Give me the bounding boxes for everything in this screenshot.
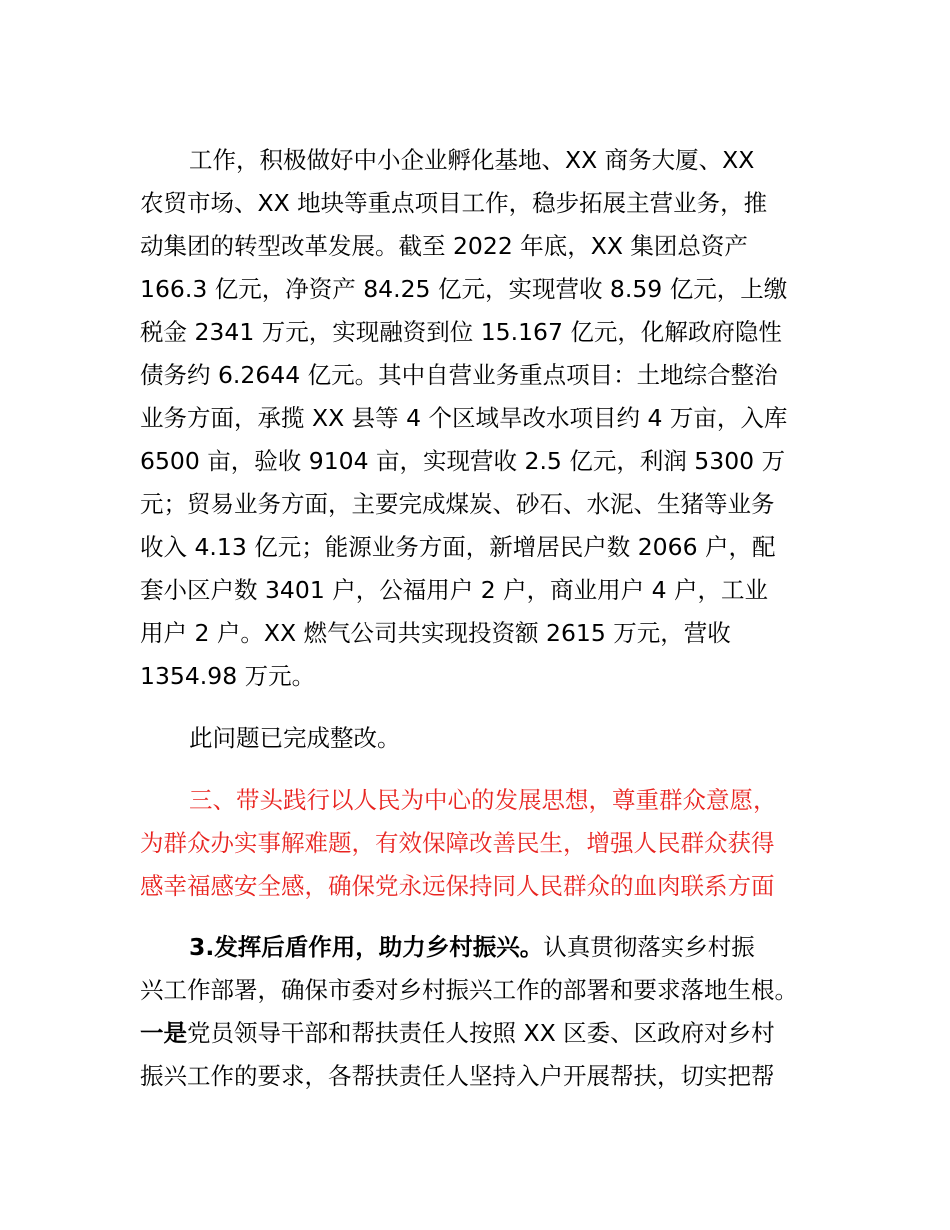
- paragraph-1-line-8: 6500 亩，验收 9104 亩，实现营收 2.5 亿元，利润 5300 万: [140, 447, 786, 475]
- section-heading-line-1: 三、带头践行以人民为中心的发展思想，尊重群众意愿，: [189, 786, 777, 814]
- paragraph-1-line-13: 1354.98 万元。: [140, 662, 316, 690]
- paragraph-2: 此问题已完成整改。: [189, 724, 401, 752]
- paragraph-3-line-1-rest: 认真贯彻落实乡村振: [543, 933, 755, 961]
- paragraph-1-line-4: 166.3 亿元，净资产 84.25 亿元，实现营收 8.59 亿元，上缴: [140, 275, 788, 303]
- paragraph-3-line-3-rest: 党员领导干部和帮扶责任人按照 XX 区委、区政府对乡村: [187, 1019, 775, 1047]
- paragraph-1-line-1: 工作，积极做好中小企业孵化基地、XX 商务大厦、XX: [189, 146, 755, 174]
- paragraph-1-line-2: 农贸市场、XX 地块等重点项目工作，稳步拓展主营业务，推: [140, 189, 768, 217]
- paragraph-3-line-1: [189, 932, 755, 962]
- section-heading-line-3: 感幸福感安全感，确保党永远保持同人民群众的血肉联系方面: [140, 872, 775, 900]
- paragraph-3-line-3: [140, 1018, 775, 1048]
- paragraph-1-line-3: 动集团的转型改革发展。截至 2022 年底，XX 集团总资产: [140, 232, 748, 260]
- paragraph-3-line-4: 振兴工作的要求，各帮扶责任人坚持入户开展帮扶，切实把帮: [140, 1062, 775, 1090]
- paragraph-1-line-12: 用户 2 户。XX 燃气公司共实现投资额 2615 万元，营收: [140, 619, 731, 647]
- paragraph-3-line-2: 兴工作部署，确保市委对乡村振兴工作的部署和要求落地生根。: [140, 976, 798, 1004]
- section-heading-line-2: 为群众办实事解难题，有效保障改善民生，增强人民群众获得: [140, 829, 775, 857]
- paragraph-1-line-11: 套小区户数 3401 户，公福用户 2 户，商业用户 4 户，工业: [140, 576, 769, 604]
- paragraph-3-first-point-label: 一是: [140, 1019, 187, 1047]
- paragraph-1-line-9: 元；贸易业务方面，主要完成煤炭、砂石、水泥、生猪等业务: [140, 490, 775, 518]
- paragraph-1-line-7: 业务方面，承揽 XX 县等 4 个区域旱改水项目约 4 万亩，入库: [140, 404, 788, 432]
- paragraph-1-line-6: 债务约 6.2644 亿元。其中自营业务重点项目：土地综合整治: [140, 361, 778, 389]
- paragraph-1-line-10: 收入 4.13 亿元；能源业务方面，新增居民户数 2066 户，配: [140, 533, 776, 561]
- paragraph-3-bold-lead: 3.发挥后盾作用，助力乡村振兴。: [189, 933, 544, 961]
- paragraph-1-line-5: 税金 2341 万元，实现融资到位 15.167 亿元，化解政府隐性: [140, 318, 782, 346]
